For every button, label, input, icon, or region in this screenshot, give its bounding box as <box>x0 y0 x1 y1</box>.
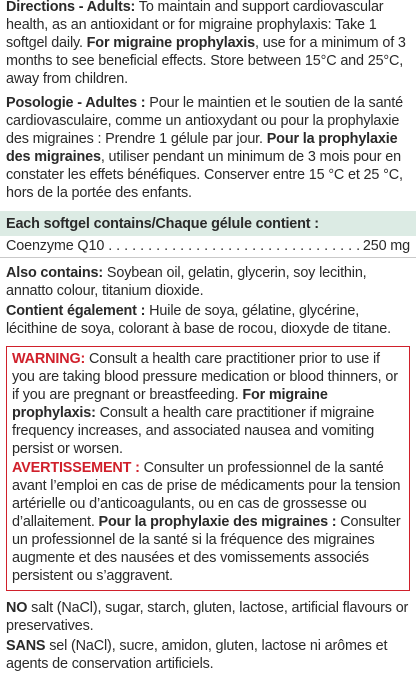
leader-dots <box>108 237 359 255</box>
also-contains-label: Also contains: <box>6 265 104 281</box>
ingredient-row <box>0 236 416 255</box>
warning-english <box>12 350 404 458</box>
warning-box <box>6 346 410 591</box>
posologie-text: Pour le maintien et le soutien de la santé cardiovasculaire, comme un antioxydant ou pour la prophylaxie des migraines : Prendre 1 gélule par jour. <box>6 95 403 147</box>
contient-text: Huile de soya, gélatine, glycérine, lécithine de soya, colorant à base de rocou, dioxyde de titane. <box>6 303 391 337</box>
medicinal-ingredients-section <box>0 211 416 258</box>
directions-english <box>6 0 410 88</box>
posologie-label: Posologie - Adultes : <box>6 95 146 111</box>
avertissement-text-2: Consulter un professionnel de la santé si la fréquence des migraines augmente et des nausées et des vomissements associés persistent ou s’aggravent. <box>12 514 401 584</box>
directions-text: To maintain and support cardiovascular health, as an antioxidant or for migraine prophylaxis: Take 1 softgel daily. <box>6 0 384 51</box>
contains-heading: Each softgel contains/Chaque gélule contient : <box>0 211 416 236</box>
contient-label: Contient également : <box>6 303 146 319</box>
avertissement-text: Consulter un professionnel de la santé avant l’emploi en cas de prise de médicaments pour la tension artérielle ou d’anticoagulants, ou en cas de grossesse ou d’allaitement. <box>12 460 401 530</box>
free-from-english <box>6 599 410 635</box>
directions-text-2: , use for a minimum of 3 months to see beneficial effects. Store between 15°C and 25°C, away from children. <box>6 35 406 87</box>
avertissement-label: AVERTISSEMENT : <box>12 460 140 476</box>
no-label: NO <box>6 600 28 616</box>
warning-label: WARNING: <box>12 351 86 367</box>
directions-label: Directions - Adults: <box>6 0 136 15</box>
warning-text-2: Consult a health care practitioner if migraine frequency increases, and associated nausea and vomiting persist or worsen. <box>12 405 375 457</box>
ingredient-name: Coenzyme Q10 <box>6 238 105 254</box>
warning-migraine-label: For migraine prophylaxis: <box>12 387 328 421</box>
warning-french <box>12 459 404 585</box>
posologie-text-2: , utiliser pendant un minimum de 3 mois pour en constater les effets bénéfiques. Conserver entre 15 °C et 25 °C, hors de la portée des enfants. <box>6 149 403 201</box>
sans-text: sel (NaCl), sucre, amidon, gluten, lactose ni arômes et agents de conservation artificiels. <box>6 638 388 672</box>
warning-text: Consult a health care practitioner prior to use if you are taking blood pressure medication or blood thinners, or if you are pregnant or breastfeeding. <box>12 351 398 403</box>
ingredient-amount: 250 mg <box>362 238 410 254</box>
also-contains-english <box>6 264 410 300</box>
directions-french <box>6 94 410 202</box>
directions-migraine-label: For migraine prophylaxis <box>86 35 256 51</box>
also-contains-french <box>6 302 410 338</box>
avertissement-migraine-label: Pour la prophylaxie des migraines : <box>98 514 337 530</box>
also-contains-text: Soybean oil, gelatin, glycerin, soy lecithin, annatto colour, titanium dioxide. <box>6 265 367 299</box>
posologie-migraine-label: Pour la prophylaxie des migraines <box>6 131 398 165</box>
sans-label: SANS <box>6 638 46 654</box>
divider <box>0 257 416 258</box>
free-from-french <box>6 637 410 673</box>
no-text: salt (NaCl), sugar, starch, gluten, lactose, artificial flavours or preservatives. <box>6 600 409 634</box>
